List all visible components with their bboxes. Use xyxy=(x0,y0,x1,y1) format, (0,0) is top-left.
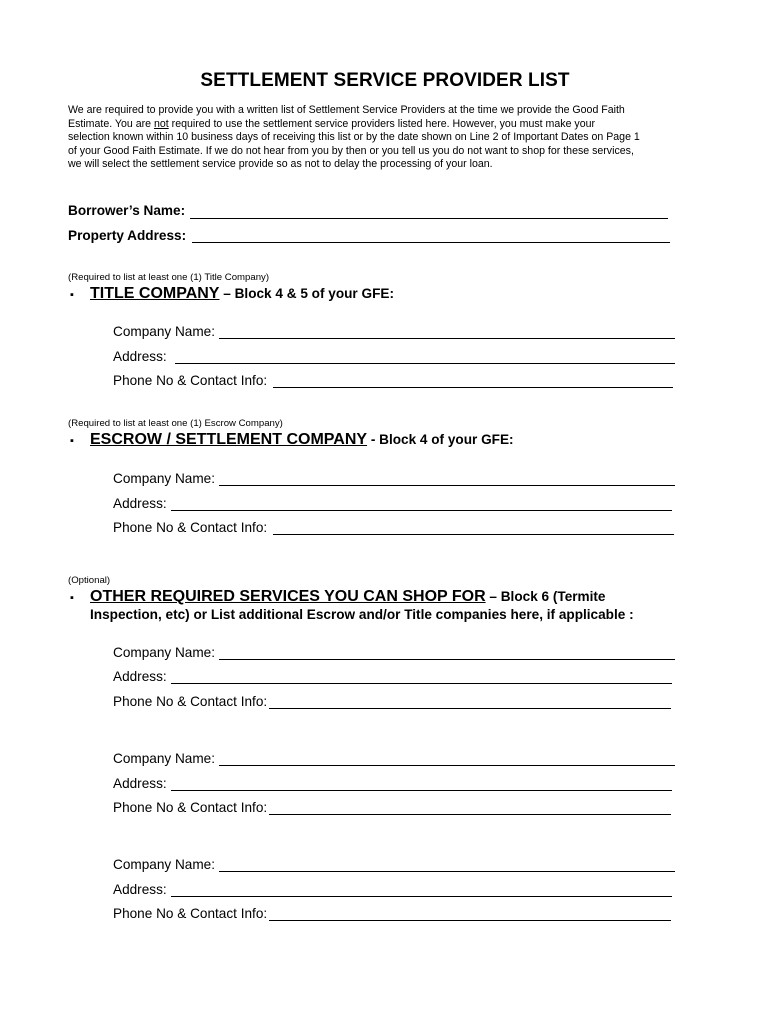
address-label: Address: xyxy=(113,669,167,684)
other-company-phone-field-2[interactable] xyxy=(269,814,671,815)
phone-contact-label: Phone No & Contact Info: xyxy=(113,520,268,535)
company-name-label: Company Name: xyxy=(113,751,215,766)
bullet-icon: ▪ xyxy=(70,435,74,447)
intro-line: We are required to provide you with a written list of Settlement Service Providers at the time we provide the Good Faith xyxy=(68,104,625,116)
address-label: Address: xyxy=(113,882,167,897)
other-company-address-field-1[interactable] xyxy=(171,683,672,684)
bullet-icon: ▪ xyxy=(70,289,74,301)
intro-line: of your Good Faith Estimate. If we do not hear from you by then or you tell us you do not want to shop for these services, xyxy=(68,144,634,157)
intro-paragraph xyxy=(68,104,688,172)
intro-text: Estimate. You are xyxy=(68,117,154,130)
other-services-heading xyxy=(90,588,606,606)
page-title: SETTLEMENT SERVICE PROVIDER LIST xyxy=(200,70,570,91)
other-company-name-field-3[interactable] xyxy=(219,871,675,872)
title-company-phone-field[interactable] xyxy=(273,387,673,388)
address-label: Address: xyxy=(113,349,167,364)
intro-emphasis: not xyxy=(153,117,169,130)
escrow-company-note: (Required to list at least one (1) Escrow Company) xyxy=(68,418,283,429)
other-company-phone-field-1[interactable] xyxy=(269,708,671,709)
other-company-name-field-2[interactable] xyxy=(219,765,675,766)
escrow-company-heading xyxy=(90,431,514,449)
property-address-field[interactable] xyxy=(192,242,670,243)
title-company-address-field[interactable] xyxy=(175,363,675,364)
other-services-heading-line2: Inspection, etc) or List additional Escrow and/or Title companies here, if applicable : xyxy=(90,607,634,622)
other-company-address-field-2[interactable] xyxy=(171,790,672,791)
phone-contact-label: Phone No & Contact Info: xyxy=(113,906,268,921)
section-heading-tail: - Block 4 of your GFE: xyxy=(367,432,514,447)
intro-text: required to use the settlement service providers listed here. However, you must make your xyxy=(168,117,596,130)
company-name-label: Company Name: xyxy=(113,857,215,872)
phone-contact-label: Phone No & Contact Info: xyxy=(113,800,268,815)
escrow-company-phone-field[interactable] xyxy=(273,534,674,535)
escrow-company-name-field[interactable] xyxy=(219,485,675,486)
section-heading-tail: – Block 4 & 5 of your GFE: xyxy=(219,286,394,301)
section-heading: OTHER REQUIRED SERVICES YOU CAN SHOP FOR xyxy=(90,588,486,605)
escrow-company-address-field[interactable] xyxy=(171,510,672,511)
other-company-address-field-3[interactable] xyxy=(171,896,672,897)
bullet-icon: ▪ xyxy=(70,592,74,604)
section-heading: TITLE COMPANY xyxy=(90,285,220,302)
property-address-label: Property Address: xyxy=(68,228,187,243)
company-name-label: Company Name: xyxy=(113,645,215,660)
borrower-name-field[interactable] xyxy=(190,218,668,219)
title-company-heading xyxy=(90,285,394,303)
intro-line xyxy=(68,118,688,132)
other-company-name-field-1[interactable] xyxy=(219,659,675,660)
company-name-label: Company Name: xyxy=(113,471,215,486)
intro-line: selection known within 10 business days of receiving this list or by the date shown on Line 2 of Important Dates on Page 1 xyxy=(68,131,640,144)
borrower-name-label: Borrower’s Name: xyxy=(68,203,186,218)
title-company-name-field[interactable] xyxy=(219,338,675,339)
section-heading-tail: – Block 6 (Termite xyxy=(485,589,606,604)
phone-contact-label: Phone No & Contact Info: xyxy=(113,694,268,709)
company-name-label: Company Name: xyxy=(113,324,215,339)
address-label: Address: xyxy=(113,776,167,791)
phone-contact-label: Phone No & Contact Info: xyxy=(113,373,268,388)
title-company-note: (Required to list at least one (1) Title Company) xyxy=(68,272,270,283)
other-company-phone-field-3[interactable] xyxy=(269,920,671,921)
intro-line: we will select the settlement service provide so as not to delay the processing of your loan. xyxy=(68,158,493,171)
section-heading: ESCROW / SETTLEMENT COMPANY xyxy=(90,431,368,448)
address-label: Address: xyxy=(113,496,167,511)
optional-note: (Optional) xyxy=(68,575,111,586)
